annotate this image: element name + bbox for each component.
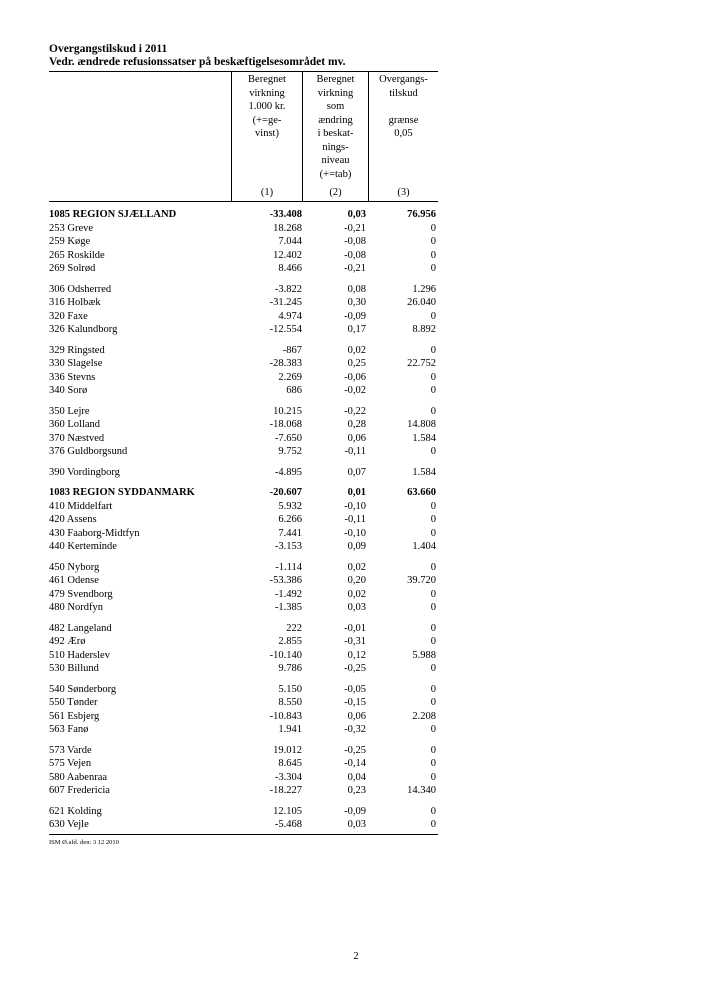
table-row [49, 818, 438, 832]
value-col-2: -0,21 [344, 263, 366, 274]
table-row [49, 757, 438, 771]
value-col-1: -1.114 [275, 561, 302, 573]
value-col-2: 0,02 [347, 561, 366, 573]
value-col-3: 0 [430, 602, 436, 613]
municipality-name: 336 Stevns [49, 371, 96, 383]
value-col-2: -0,09 [344, 805, 366, 817]
value-col-3: 1.584 [412, 432, 436, 444]
value-col-1: 9.786 [278, 663, 302, 674]
value-col-1: 5.150 [278, 683, 302, 695]
value-col-3: 0 [430, 744, 436, 756]
value-col-3: 0 [430, 249, 436, 261]
value-col-1: 12.402 [273, 249, 302, 261]
value-col-2: 0,17 [347, 324, 366, 335]
value-col-1: -3.822 [274, 283, 302, 295]
document-title [49, 43, 346, 69]
municipality-name: 573 Varde [49, 744, 92, 756]
value-col-2: -0,21 [344, 222, 366, 234]
value-col-3: 0 [430, 819, 436, 830]
group-spacer [49, 337, 438, 344]
value-col-3: 0 [430, 405, 436, 417]
table-row [49, 588, 438, 602]
table-row [49, 310, 438, 324]
value-col-2: -0,11 [344, 446, 366, 457]
value-col-2: 0,12 [347, 649, 366, 661]
value-col-3: 0 [430, 514, 436, 525]
municipality-name: 376 Guldborgsund [49, 446, 128, 457]
table-row [49, 283, 438, 297]
value-col-2: 0,25 [347, 358, 366, 369]
table-row [49, 635, 438, 649]
value-col-3: 26.040 [407, 297, 436, 308]
value-col-1: 686 [286, 385, 302, 396]
municipality-name: 480 Nordfyn [49, 602, 103, 613]
municipality-name: 621 Kolding [49, 805, 102, 817]
municipality-name: 563 Fanø [49, 724, 89, 735]
value-col-1: -33.408 [269, 209, 302, 220]
value-col-1: -4.895 [274, 466, 302, 478]
value-col-3: 0 [430, 500, 436, 512]
value-col-1: -1.385 [274, 602, 302, 613]
value-col-3: 22.752 [407, 358, 436, 369]
municipality-name: 350 Lejre [49, 405, 90, 417]
table-row [49, 323, 438, 337]
group-spacer [49, 398, 438, 405]
value-col-3: 63.660 [407, 487, 436, 498]
value-col-3: 0 [430, 446, 436, 457]
column-header-1-text: Beregnet virkning 1.000 kr. (+=ge- vinst) [248, 74, 286, 139]
table-row [49, 418, 438, 432]
value-col-2: 0,06 [347, 432, 366, 444]
table-row [49, 249, 438, 263]
value-col-2: -0,06 [344, 371, 366, 383]
column-header-3-number: (3) [397, 186, 410, 198]
value-col-3: 0 [430, 310, 436, 322]
municipality-name: 410 Middelfart [49, 500, 113, 512]
municipality-name: 253 Greve [49, 222, 94, 234]
municipality-name: 326 Kalundborg [49, 324, 118, 335]
region-total-row [49, 486, 438, 500]
value-col-1: 12.105 [273, 805, 302, 817]
group-spacer [49, 737, 438, 744]
value-col-3: 0 [430, 805, 436, 817]
table-row [49, 235, 438, 249]
value-col-3: 0 [430, 758, 436, 769]
table-row [49, 561, 438, 575]
table-row [49, 696, 438, 710]
municipality-name: 390 Vordingborg [49, 466, 120, 478]
subsidy-table [49, 71, 438, 835]
table-bottom-rule [49, 834, 438, 835]
column-header-3 [368, 72, 438, 201]
value-col-3: 0 [430, 724, 436, 735]
table-row [49, 723, 438, 737]
group-spacer [49, 615, 438, 622]
value-col-1: -10.843 [269, 710, 302, 722]
municipality-name: 440 Kerteminde [49, 541, 117, 552]
value-col-2: 0,02 [347, 344, 366, 356]
value-col-2: 0,28 [347, 419, 366, 430]
title-line-1: Overgangstilskud i 2011 [49, 43, 168, 55]
value-col-1: 8.645 [278, 758, 302, 769]
value-col-2: 0,09 [347, 541, 366, 552]
municipality-name: 269 Solrød [49, 263, 96, 274]
value-col-1: -3.304 [274, 771, 302, 783]
value-col-3: 14.808 [407, 419, 436, 430]
municipality-name: 430 Faaborg-Midtfyn [49, 527, 140, 539]
municipality-name: 561 Esbjerg [49, 710, 100, 722]
value-col-1: 2.855 [278, 636, 302, 647]
table-header [49, 71, 438, 202]
value-col-3: 0 [430, 636, 436, 647]
value-col-1: -5.468 [274, 819, 302, 830]
municipality-name: 530 Billund [49, 663, 99, 674]
municipality-name: 492 Ærø [49, 636, 86, 647]
municipality-name: 316 Holbæk [49, 297, 101, 308]
table-row [49, 262, 438, 276]
table-row [49, 540, 438, 554]
footnote: ISM Ø.afd. den: 3 12 2010 [49, 839, 119, 846]
value-col-1: 1.941 [278, 724, 302, 735]
group-spacer [49, 459, 438, 466]
value-col-2: -0,10 [344, 500, 366, 512]
value-col-1: 4.974 [278, 310, 302, 322]
value-col-2: -0,25 [344, 663, 366, 674]
table-row [49, 432, 438, 446]
municipality-name: 550 Tønder [49, 697, 98, 708]
group-spacer [49, 798, 438, 805]
value-col-1: -53.386 [269, 575, 302, 586]
value-col-2: -0,08 [344, 236, 366, 247]
value-col-3: 76.956 [407, 209, 436, 220]
value-col-3: 14.340 [407, 785, 436, 796]
table-row [49, 384, 438, 398]
value-col-3: 5.988 [412, 649, 436, 661]
table-row [49, 405, 438, 419]
table-row [49, 744, 438, 758]
value-col-1: 8.550 [278, 697, 302, 708]
value-col-1: -3.153 [274, 541, 302, 552]
value-col-3: 0 [430, 663, 436, 674]
value-col-2: 0,23 [347, 785, 366, 796]
table-row [49, 601, 438, 615]
value-col-2: 0,20 [347, 575, 366, 586]
column-header-2-number: (2) [329, 186, 342, 198]
value-col-2: 0,30 [347, 297, 366, 308]
value-col-3: 0 [430, 236, 436, 247]
value-col-3: 1.296 [412, 283, 436, 295]
table-row [49, 771, 438, 785]
municipality-name: 450 Nyborg [49, 561, 100, 573]
value-col-2: 0,03 [347, 602, 366, 613]
value-col-1: -1.492 [274, 588, 302, 600]
page-number: 2 [353, 951, 359, 962]
municipality-name: 482 Langeland [49, 622, 112, 634]
value-col-1: 222 [286, 622, 302, 634]
municipality-name: 1083 REGION SYDDANMARK [49, 487, 195, 498]
value-col-1: -7.650 [274, 432, 302, 444]
value-col-2: -0,31 [344, 636, 366, 647]
value-col-3: 1.404 [412, 541, 436, 552]
municipality-name: 575 Vejen [49, 758, 92, 769]
value-col-2: 0,08 [347, 283, 366, 295]
municipality-name: 340 Sorø [49, 385, 88, 396]
table-row [49, 784, 438, 798]
value-col-1: 8.466 [278, 263, 302, 274]
table-row [49, 527, 438, 541]
value-col-1: -18.068 [269, 419, 302, 430]
column-header-3-text: Overgangs- tilskud grænse 0,05 [379, 74, 428, 139]
table-row [49, 466, 438, 480]
municipality-name: 630 Vejle [49, 819, 89, 830]
municipality-name: 306 Odsherred [49, 283, 112, 295]
value-col-2: 0,03 [347, 819, 366, 830]
region-total-row [49, 208, 438, 222]
municipality-name: 329 Ringsted [49, 344, 105, 356]
value-col-1: -20.607 [269, 487, 302, 498]
table-row [49, 344, 438, 358]
value-col-3: 0 [430, 385, 436, 396]
group-spacer [49, 676, 438, 683]
column-header-2 [302, 72, 368, 201]
value-col-3: 39.720 [407, 575, 436, 586]
value-col-3: 0 [430, 683, 436, 695]
value-col-1: 6.266 [278, 514, 302, 525]
value-col-3: 0 [430, 371, 436, 383]
table-row [49, 683, 438, 697]
value-col-3: 8.892 [412, 324, 436, 335]
value-col-2: 0,07 [347, 466, 366, 478]
value-col-2: -0,25 [344, 744, 366, 756]
municipality-name: 330 Slagelse [49, 358, 103, 369]
value-col-3: 0 [430, 588, 436, 600]
value-col-1: 5.932 [278, 500, 302, 512]
table-row [49, 500, 438, 514]
table-row [49, 649, 438, 663]
value-col-1: 2.269 [278, 371, 302, 383]
header-blank [49, 72, 231, 201]
value-col-3: 0 [430, 622, 436, 634]
value-col-2: -0,01 [344, 622, 366, 634]
value-col-3: 0 [430, 222, 436, 234]
table-row [49, 805, 438, 819]
value-col-1: -12.554 [269, 324, 302, 335]
table-row [49, 622, 438, 636]
value-col-2: -0,22 [344, 405, 366, 417]
value-col-1: 9.752 [278, 446, 302, 457]
table-row [49, 513, 438, 527]
municipality-name: 510 Haderslev [49, 649, 110, 661]
value-col-2: 0,04 [347, 771, 366, 783]
value-col-3: 0 [430, 263, 436, 274]
municipality-name: 607 Fredericia [49, 785, 110, 796]
municipality-name: 461 Odense [49, 575, 99, 586]
table-row [49, 710, 438, 724]
value-col-2: 0,02 [347, 588, 366, 600]
value-col-2: -0,09 [344, 310, 366, 322]
table-row [49, 222, 438, 236]
value-col-2: -0,32 [344, 724, 366, 735]
value-col-1: -10.140 [269, 649, 302, 661]
value-col-2: -0,05 [344, 683, 366, 695]
table-row [49, 445, 438, 459]
value-col-1: -28.383 [269, 358, 302, 369]
table-row [49, 371, 438, 385]
value-col-3: 0 [430, 771, 436, 783]
municipality-name: 360 Lolland [49, 419, 101, 430]
municipality-name: 1085 REGION SJÆLLAND [49, 209, 177, 220]
value-col-2: 0,06 [347, 710, 366, 722]
value-col-3: 1.584 [412, 466, 436, 478]
municipality-name: 580 Aabenraa [49, 771, 108, 783]
value-col-2: -0,11 [344, 514, 366, 525]
table-row [49, 574, 438, 588]
value-col-2: -0,02 [344, 385, 366, 396]
municipality-name: 265 Roskilde [49, 249, 105, 261]
value-col-2: 0,03 [347, 209, 366, 220]
value-col-3: 0 [430, 697, 436, 708]
column-header-1 [231, 72, 302, 201]
group-spacer [49, 276, 438, 283]
title-line-2: Vedr. ændrede refusionssatser på beskæftigelsesområdet mv. [49, 56, 346, 68]
value-col-2: -0,10 [344, 527, 366, 539]
municipality-name: 479 Svendborg [49, 588, 113, 600]
table-row [49, 662, 438, 676]
group-spacer [49, 554, 438, 561]
municipality-name: 540 Sønderborg [49, 683, 117, 695]
value-col-1: 10.215 [273, 405, 302, 417]
value-col-2: 0,01 [347, 487, 366, 498]
column-header-2-text: Beregnet virkning som ændring i beskat- nings- niveau (+=tab) [316, 74, 355, 180]
value-col-3: 0 [430, 561, 436, 573]
value-col-1: -18.227 [269, 785, 302, 796]
value-col-3: 0 [430, 344, 436, 356]
municipality-name: 259 Køge [49, 236, 91, 247]
value-col-1: 7.441 [278, 527, 302, 539]
table-row [49, 296, 438, 310]
value-col-2: -0,08 [344, 249, 366, 261]
value-col-2: -0,14 [344, 758, 366, 769]
group-spacer [49, 479, 438, 486]
value-col-3: 0 [430, 527, 436, 539]
value-col-3: 2.208 [412, 710, 436, 722]
value-col-2: -0,15 [344, 697, 366, 708]
municipality-name: 370 Næstved [49, 432, 105, 444]
table-row [49, 357, 438, 371]
value-col-1: -867 [282, 344, 302, 356]
value-col-1: -31.245 [269, 297, 302, 308]
value-col-1: 19.012 [273, 744, 302, 756]
value-col-1: 18.268 [273, 222, 302, 234]
municipality-name: 420 Assens [49, 514, 97, 525]
column-header-1-number: (1) [260, 186, 274, 198]
value-col-1: 7.044 [278, 236, 302, 247]
table-body [49, 202, 438, 832]
municipality-name: 320 Faxe [49, 310, 88, 322]
